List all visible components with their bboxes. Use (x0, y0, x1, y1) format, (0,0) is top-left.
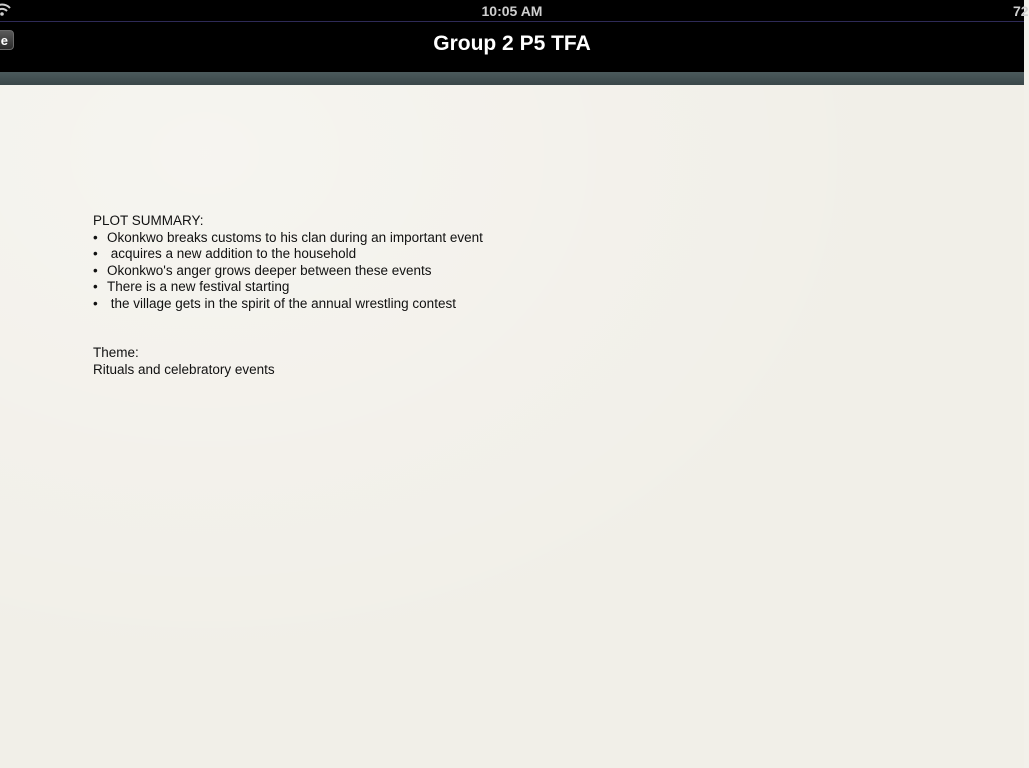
list-item (93, 246, 693, 263)
plot-summary-list (93, 230, 693, 313)
battery-percentage: 72 (1013, 3, 1029, 19)
status-time: 10:05 AM (481, 3, 543, 19)
status-bar (0, 0, 1029, 21)
bullet-icon: • (93, 279, 98, 294)
theme-text: Rituals and celebratory events (93, 361, 275, 377)
plot-point-text: acquires a new addition to the household (107, 246, 357, 261)
bullet-icon: • (93, 262, 98, 278)
plot-point-text: Okonkwo breaks customs to his clan during an important event (107, 229, 483, 245)
bullet-icon: • (93, 246, 98, 261)
plot-point-text: Okonkwo's anger grows deeper between these events (107, 262, 432, 278)
theme-heading: Theme: (93, 345, 139, 360)
note-title: Group 2 P5 TFA (433, 32, 591, 55)
back-button[interactable]: e (0, 30, 14, 50)
list-item (93, 230, 693, 247)
note-body[interactable] (93, 213, 693, 378)
plot-point-text: There is a new festival starting (107, 279, 290, 294)
plot-summary-heading: PLOT SUMMARY: (93, 213, 204, 228)
paragraph-spacer (93, 312, 693, 345)
navigation-bar (0, 21, 1024, 72)
bullet-icon: • (93, 229, 98, 245)
list-item (93, 263, 693, 280)
bullet-icon: • (93, 295, 98, 311)
plot-point-text: the village gets in the spirit of the annual wrestling contest (107, 295, 456, 311)
nav-bar-divider (0, 72, 1024, 85)
note-paper[interactable] (0, 85, 1024, 768)
list-item (93, 296, 693, 313)
list-item (93, 279, 693, 296)
